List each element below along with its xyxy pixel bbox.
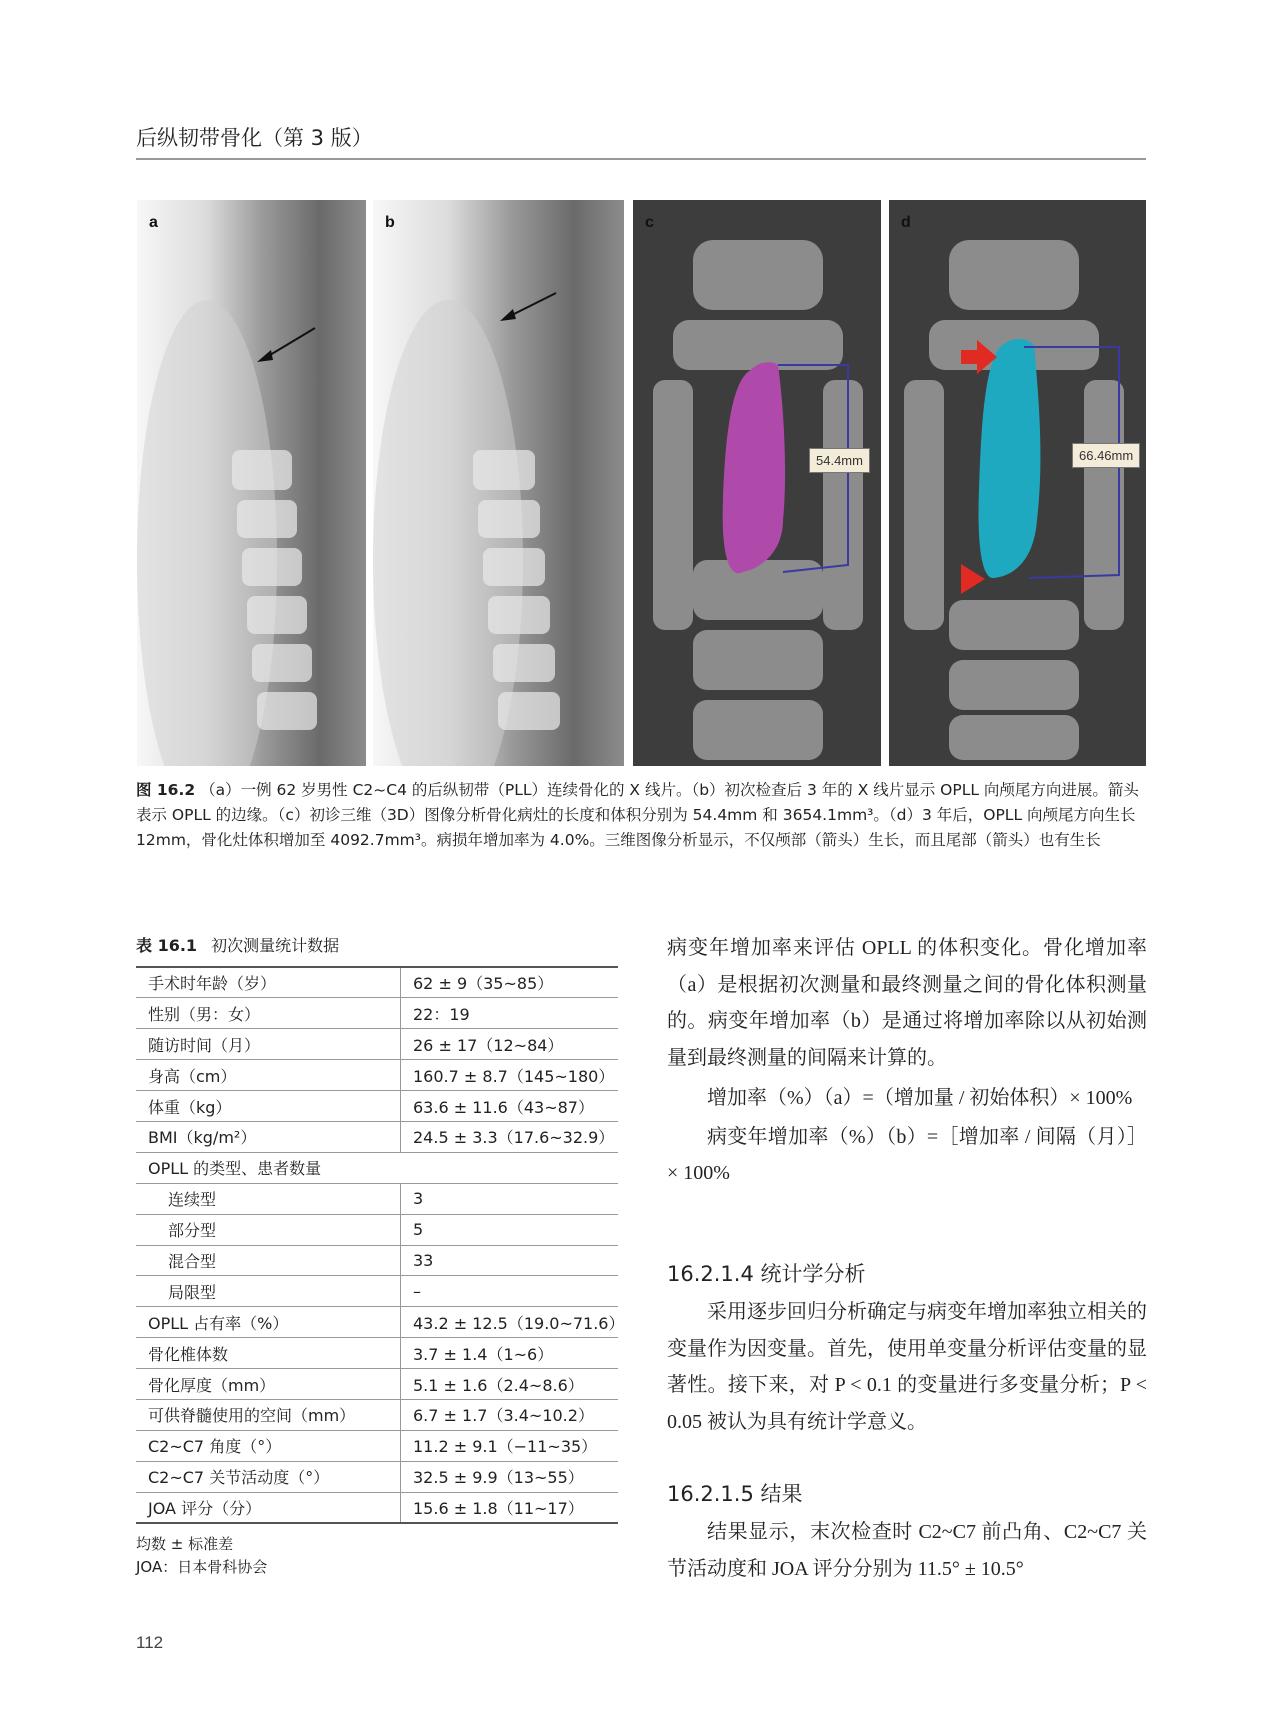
table-row	[136, 1183, 618, 1214]
table-cell-name: 骨化厚度（mm）	[136, 1369, 401, 1400]
table-cell-value: 62 ± 9（35~85）	[401, 967, 619, 998]
statistics-paragraph-block	[667, 1294, 1147, 1440]
table-row	[136, 1369, 618, 1400]
table-cell-value: 32.5 ± 9.9（13~55）	[401, 1461, 619, 1492]
table-note-joa: JOA：日本骨科协会	[136, 1558, 268, 1576]
measurement-label-c: 54.4mm	[809, 448, 870, 473]
table-cell-name: 手术时年龄（岁）	[136, 967, 401, 998]
section-heading-statistics: 16.2.1.4 统计学分析	[667, 1262, 866, 1286]
table-cell-name: JOA 评分（分）	[136, 1492, 401, 1523]
running-header: 后纵韧带骨化（第 3 版）	[136, 126, 373, 150]
table-cell-value: 22：19	[401, 998, 619, 1029]
table-cell-value: –	[401, 1276, 619, 1307]
table-cell-name: 部分型	[136, 1214, 401, 1245]
caption-label: 图 16.2	[136, 781, 196, 799]
section-heading-results: 16.2.1.5 结果	[667, 1482, 803, 1506]
table-cell-value: 15.6 ± 1.8（11~17）	[401, 1492, 619, 1523]
table-title	[136, 933, 339, 956]
figure-caption	[136, 778, 1146, 853]
table-cell-value: 5.1 ± 1.6（2.4~8.6）	[401, 1369, 619, 1400]
table-row	[136, 1307, 618, 1338]
table-cell-name: 混合型	[136, 1245, 401, 1276]
header-divider	[136, 158, 1146, 160]
formula-increase-rate: 增加率（%）（a）=（增加量 / 初始体积）× 100%	[707, 1087, 1133, 1109]
table-cell-name: 可供脊髓使用的空间（mm）	[136, 1399, 401, 1430]
formula-annual-rate: 病变年增加率（%）（b）=［增加率 / 间隔（月）］× 100%	[667, 1125, 1147, 1184]
statistics-table	[136, 966, 625, 1524]
table-title-text: 初次测量统计数据	[211, 936, 340, 955]
table-cell-value: 63.6 ± 11.6（43~87）	[401, 1091, 619, 1122]
right-column-text	[667, 930, 1147, 1192]
table-cell-name: OPLL 的类型、患者数量	[136, 1152, 401, 1183]
table-row	[136, 1461, 618, 1492]
panel-label-c: c	[645, 214, 654, 231]
panel-label-d: d	[901, 214, 911, 231]
figure-panel-d	[889, 200, 1146, 766]
table-cell-name: C2~C7 关节活动度（°）	[136, 1461, 401, 1492]
table-row	[136, 1399, 618, 1430]
table-cell-name: 连续型	[136, 1183, 401, 1214]
page-number: 112	[136, 1633, 164, 1652]
table-row	[136, 1245, 618, 1276]
results-paragraph-block	[667, 1514, 1147, 1587]
table-cell-name: C2~C7 角度（°）	[136, 1430, 401, 1461]
figure-panel-a	[137, 200, 366, 766]
table-cell-name: 体重（kg）	[136, 1091, 401, 1122]
measurement-label-d: 66.46mm	[1072, 443, 1140, 468]
figure-panel-c	[633, 200, 881, 766]
paragraph-volume-change: 病变年增加率来评估 OPLL 的体积变化。骨化增加率（a）是根据初次测量和最终测量之间的骨化体积测量的。病变年增加率（b）是通过将增加率除以从初始测量到最终测量的间隔来计算的。	[667, 937, 1147, 1069]
table-row	[136, 1152, 618, 1183]
table-note-mean-sd: 均数 ± 标准差	[136, 1535, 234, 1553]
xray-illustration-b	[373, 200, 624, 766]
ct-illustration-d	[889, 200, 1146, 766]
table-row	[136, 1060, 618, 1091]
table-row	[136, 1029, 618, 1060]
table-cell-name: 骨化椎体数	[136, 1338, 401, 1369]
table-row	[136, 1338, 618, 1369]
table-cell-name: BMI（kg/m²）	[136, 1121, 401, 1152]
table-cell-value	[401, 1152, 619, 1183]
caption-text: （a）一例 62 岁男性 C2~C4 的后纵韧带（PLL）连续骨化的 X 线片。（b）初次检查后 3 年的 X 线片显示 OPLL 向颅尾方向进展。箭头表示 OPLL 的边缘。（c）初诊三维（3D）图像分析骨化病灶的长度和体积分别为 54.4mm 和 3654.1mm³。（d）3 年后，OPLL 向颅尾方向生长 12mm，骨化灶体积增加至 4092.7mm³。病损年增加率为 4.0%。三维图像分析显示，不仅颅部（箭头）生长，而且尾部（箭头）也有生长	[136, 781, 1139, 849]
ct-illustration-c	[633, 200, 881, 766]
table-row	[136, 1430, 618, 1461]
table-cell-name: 性别（男：女）	[136, 998, 401, 1029]
table-cell-name: OPLL 占有率（%）	[136, 1307, 401, 1338]
table-cell-value: 3.7 ± 1.4（1~6）	[401, 1338, 619, 1369]
table-cell-value: 160.7 ± 8.7（145~180）	[401, 1060, 619, 1091]
table-cell-name: 随访时间（月）	[136, 1029, 401, 1060]
table-cell-value: 43.2 ± 12.5（19.0~71.6）	[401, 1307, 619, 1338]
table-cell-value: 11.2 ± 9.1（−11~35）	[401, 1430, 619, 1461]
paragraph-results: 结果显示，末次检查时 C2~C7 前凸角、C2~C7 关节活动度和 JOA 评分分别为 11.5° ± 10.5°	[667, 1521, 1147, 1580]
table-row	[136, 1091, 618, 1122]
table-label: 表 16.1	[136, 936, 198, 955]
panel-label-a: a	[149, 214, 158, 231]
table-row	[136, 1121, 618, 1152]
table-cell-value: 6.7 ± 1.7（3.4~10.2）	[401, 1399, 619, 1430]
table-cell-value: 24.5 ± 3.3（17.6~32.9）	[401, 1121, 619, 1152]
table-cell-value: 5	[401, 1214, 619, 1245]
table-cell-value: 26 ± 17（12~84）	[401, 1029, 619, 1060]
table-cell-name: 身高（cm）	[136, 1060, 401, 1091]
table-cell-name: 局限型	[136, 1276, 401, 1307]
panel-label-b: b	[385, 214, 395, 231]
table-row	[136, 1492, 618, 1523]
table-row	[136, 998, 618, 1029]
table-row	[136, 1214, 618, 1245]
paragraph-statistics: 采用逐步回归分析确定与病变年增加率独立相关的变量作为因变量。首先，使用单变量分析评估变量的显著性。接下来，对 P < 0.1 的变量进行多变量分析；P < 0.05 被认为具有统计学意义。	[667, 1301, 1147, 1433]
table-notes	[136, 1533, 267, 1579]
xray-illustration-a	[137, 200, 366, 766]
table-row	[136, 967, 618, 998]
figure-panel-b	[373, 200, 624, 766]
table-row	[136, 1276, 618, 1307]
table-cell-value: 3	[401, 1183, 619, 1214]
table-cell-value: 33	[401, 1245, 619, 1276]
